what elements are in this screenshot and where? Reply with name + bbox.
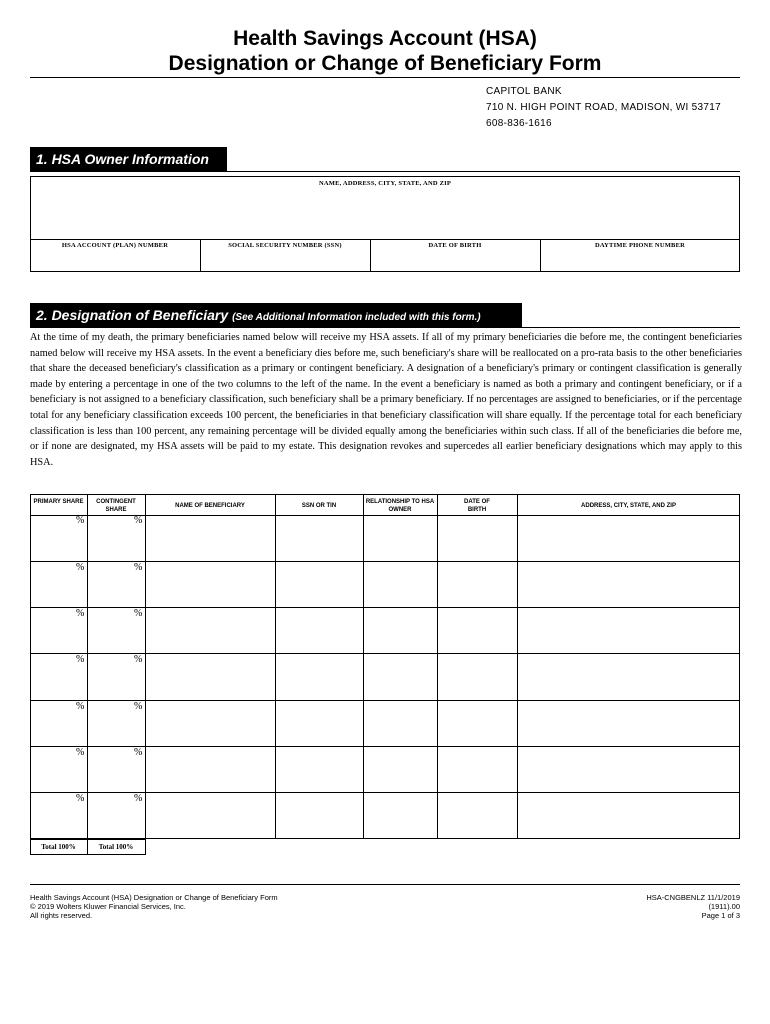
total-contingent: Total 100% <box>98 843 134 851</box>
beneficiary-dob-field[interactable] <box>438 516 516 560</box>
contingent-share-percent: % <box>134 654 143 665</box>
dob-label: DATE OF BIRTH <box>428 242 482 249</box>
contingent-share-percent: % <box>134 747 143 758</box>
primary-share-percent: % <box>76 654 85 665</box>
contingent-share-percent: % <box>134 701 143 712</box>
owner-name-label: NAME, ADDRESS, CITY, STATE, AND ZIP <box>318 180 452 187</box>
primary-share-percent: % <box>76 562 85 573</box>
owner-row-divider <box>30 239 740 240</box>
section2-heading-note: (See Additional Information included with this form.) <box>232 312 481 323</box>
beneficiary-ssn-field[interactable] <box>276 516 362 560</box>
total-primary: Total 100% <box>41 843 76 851</box>
primary-share-percent: % <box>76 793 85 804</box>
col-header-address: ADDRESS, CITY, STATE, AND ZIP <box>581 503 676 509</box>
section1-rule <box>30 171 740 172</box>
dob-field[interactable] <box>371 251 539 271</box>
form-title <box>0 26 770 76</box>
footer-left <box>30 893 278 920</box>
phone-field[interactable] <box>541 251 739 271</box>
section2-heading <box>30 303 522 327</box>
beneficiary-name-field[interactable] <box>146 516 274 560</box>
phone-label: DAYTIME PHONE NUMBER <box>594 242 686 249</box>
section2-rule <box>30 327 740 328</box>
beneficiary-relationship-field[interactable] <box>364 516 436 560</box>
contingent-share-percent: % <box>134 793 143 804</box>
col-header-name: NAME OF BENEFICIARY <box>175 503 245 509</box>
footer-form-code: HSA-CNGBENLZ 11/1/2019 <box>646 893 740 902</box>
bank-address: 710 N. HIGH POINT ROAD, MADISON, WI 53717 <box>486 102 721 113</box>
contingent-share-percent: % <box>134 562 143 573</box>
form-title-line2: Designation or Change of Beneficiary Form <box>168 52 602 75</box>
footer-copyright: © 2019 Wolters Kluwer Financial Services, Inc. <box>30 902 186 911</box>
bank-name: CAPITOL BANK <box>486 86 562 97</box>
section1-heading-text: 1. HSA Owner Information <box>36 151 209 167</box>
bank-info <box>486 84 721 132</box>
section1-heading <box>30 147 227 171</box>
primary-share-percent: % <box>76 701 85 712</box>
primary-share-field[interactable] <box>31 516 74 560</box>
primary-share-percent: % <box>76 608 85 619</box>
ssn-label: SOCIAL SECURITY NUMBER (SSN) <box>228 242 342 249</box>
footer-page-number: Page 1 of 3 <box>701 911 740 920</box>
owner-name-field[interactable] <box>31 188 739 239</box>
footer-form-name: Health Savings Account (HSA) Designation or Change of Beneficiary Form <box>30 893 278 902</box>
header-divider <box>30 77 740 78</box>
col-header-contingent: CONTINGENT SHARE <box>96 499 136 513</box>
primary-share-percent: % <box>76 515 85 526</box>
contingent-share-percent: % <box>134 608 143 619</box>
footer-divider <box>30 884 740 885</box>
contingent-share-percent: % <box>134 515 143 526</box>
designation-paragraph: At the time of my death, the primary beneficiaries named below will receive my HSA assets. If all of my primary beneficiaries die before me, the contingent beneficiaries named below will receive my HSA assets. In the event a beneficiary dies before me, such beneficiary's share will be reallocated on a pro-rata basis to the other beneficiaries that share the deceased beneficiary's classification as a primary or contingent beneficiary. A designation of a beneficiary's primary or contingent classification is generally made by entering a percentage in one of the two columns to the left of the name. In the event a beneficiary is named as both a primary and contingent beneficiary, or if a beneficiary is not assigned to a beneficiary classification, such beneficiary shall be a primary beneficiary. If no percentages are assigned to beneficiaries, or if the percentage total for any beneficiary classification exceeds 100 percent, the beneficiaries in that beneficiary classification will share equally. If the percentage total for each beneficiary classification is less than 100 percent, any remaining percentage will be divided equally among the beneficiaries within such class. If all of the beneficiaries die before me, or if none are designated, my HSA assets will be paid to my estate. This designation revokes and supercedes all earlier beneficiary designations which may apply to this HSA. <box>30 332 742 468</box>
account-number-field[interactable] <box>31 251 199 271</box>
contingent-share-field[interactable] <box>88 516 132 560</box>
beneficiary-address-field[interactable] <box>518 516 739 560</box>
footer-version: (1911).00 <box>708 902 740 911</box>
section2-heading-text: 2. Designation of Beneficiary <box>36 307 229 323</box>
primary-share-percent: % <box>76 747 85 758</box>
col-header-relationship: RELATIONSHIP TO HSA OWNER <box>365 499 435 513</box>
col-header-dob: DATE OF BIRTH <box>464 499 490 513</box>
footer-right <box>646 893 740 920</box>
form-title-line1: Health Savings Account (HSA) <box>233 27 537 50</box>
bank-phone: 608-836-1616 <box>486 118 552 129</box>
account-number-label: HSA ACCOUNT (PLAN) NUMBER <box>61 242 169 249</box>
footer-rights: All rights reserved. <box>30 911 93 920</box>
col-header-ssn: SSN OR TIN <box>301 503 337 509</box>
ssn-field[interactable] <box>201 251 369 271</box>
col-header-primary: PRIMARY SHARE <box>33 499 84 505</box>
